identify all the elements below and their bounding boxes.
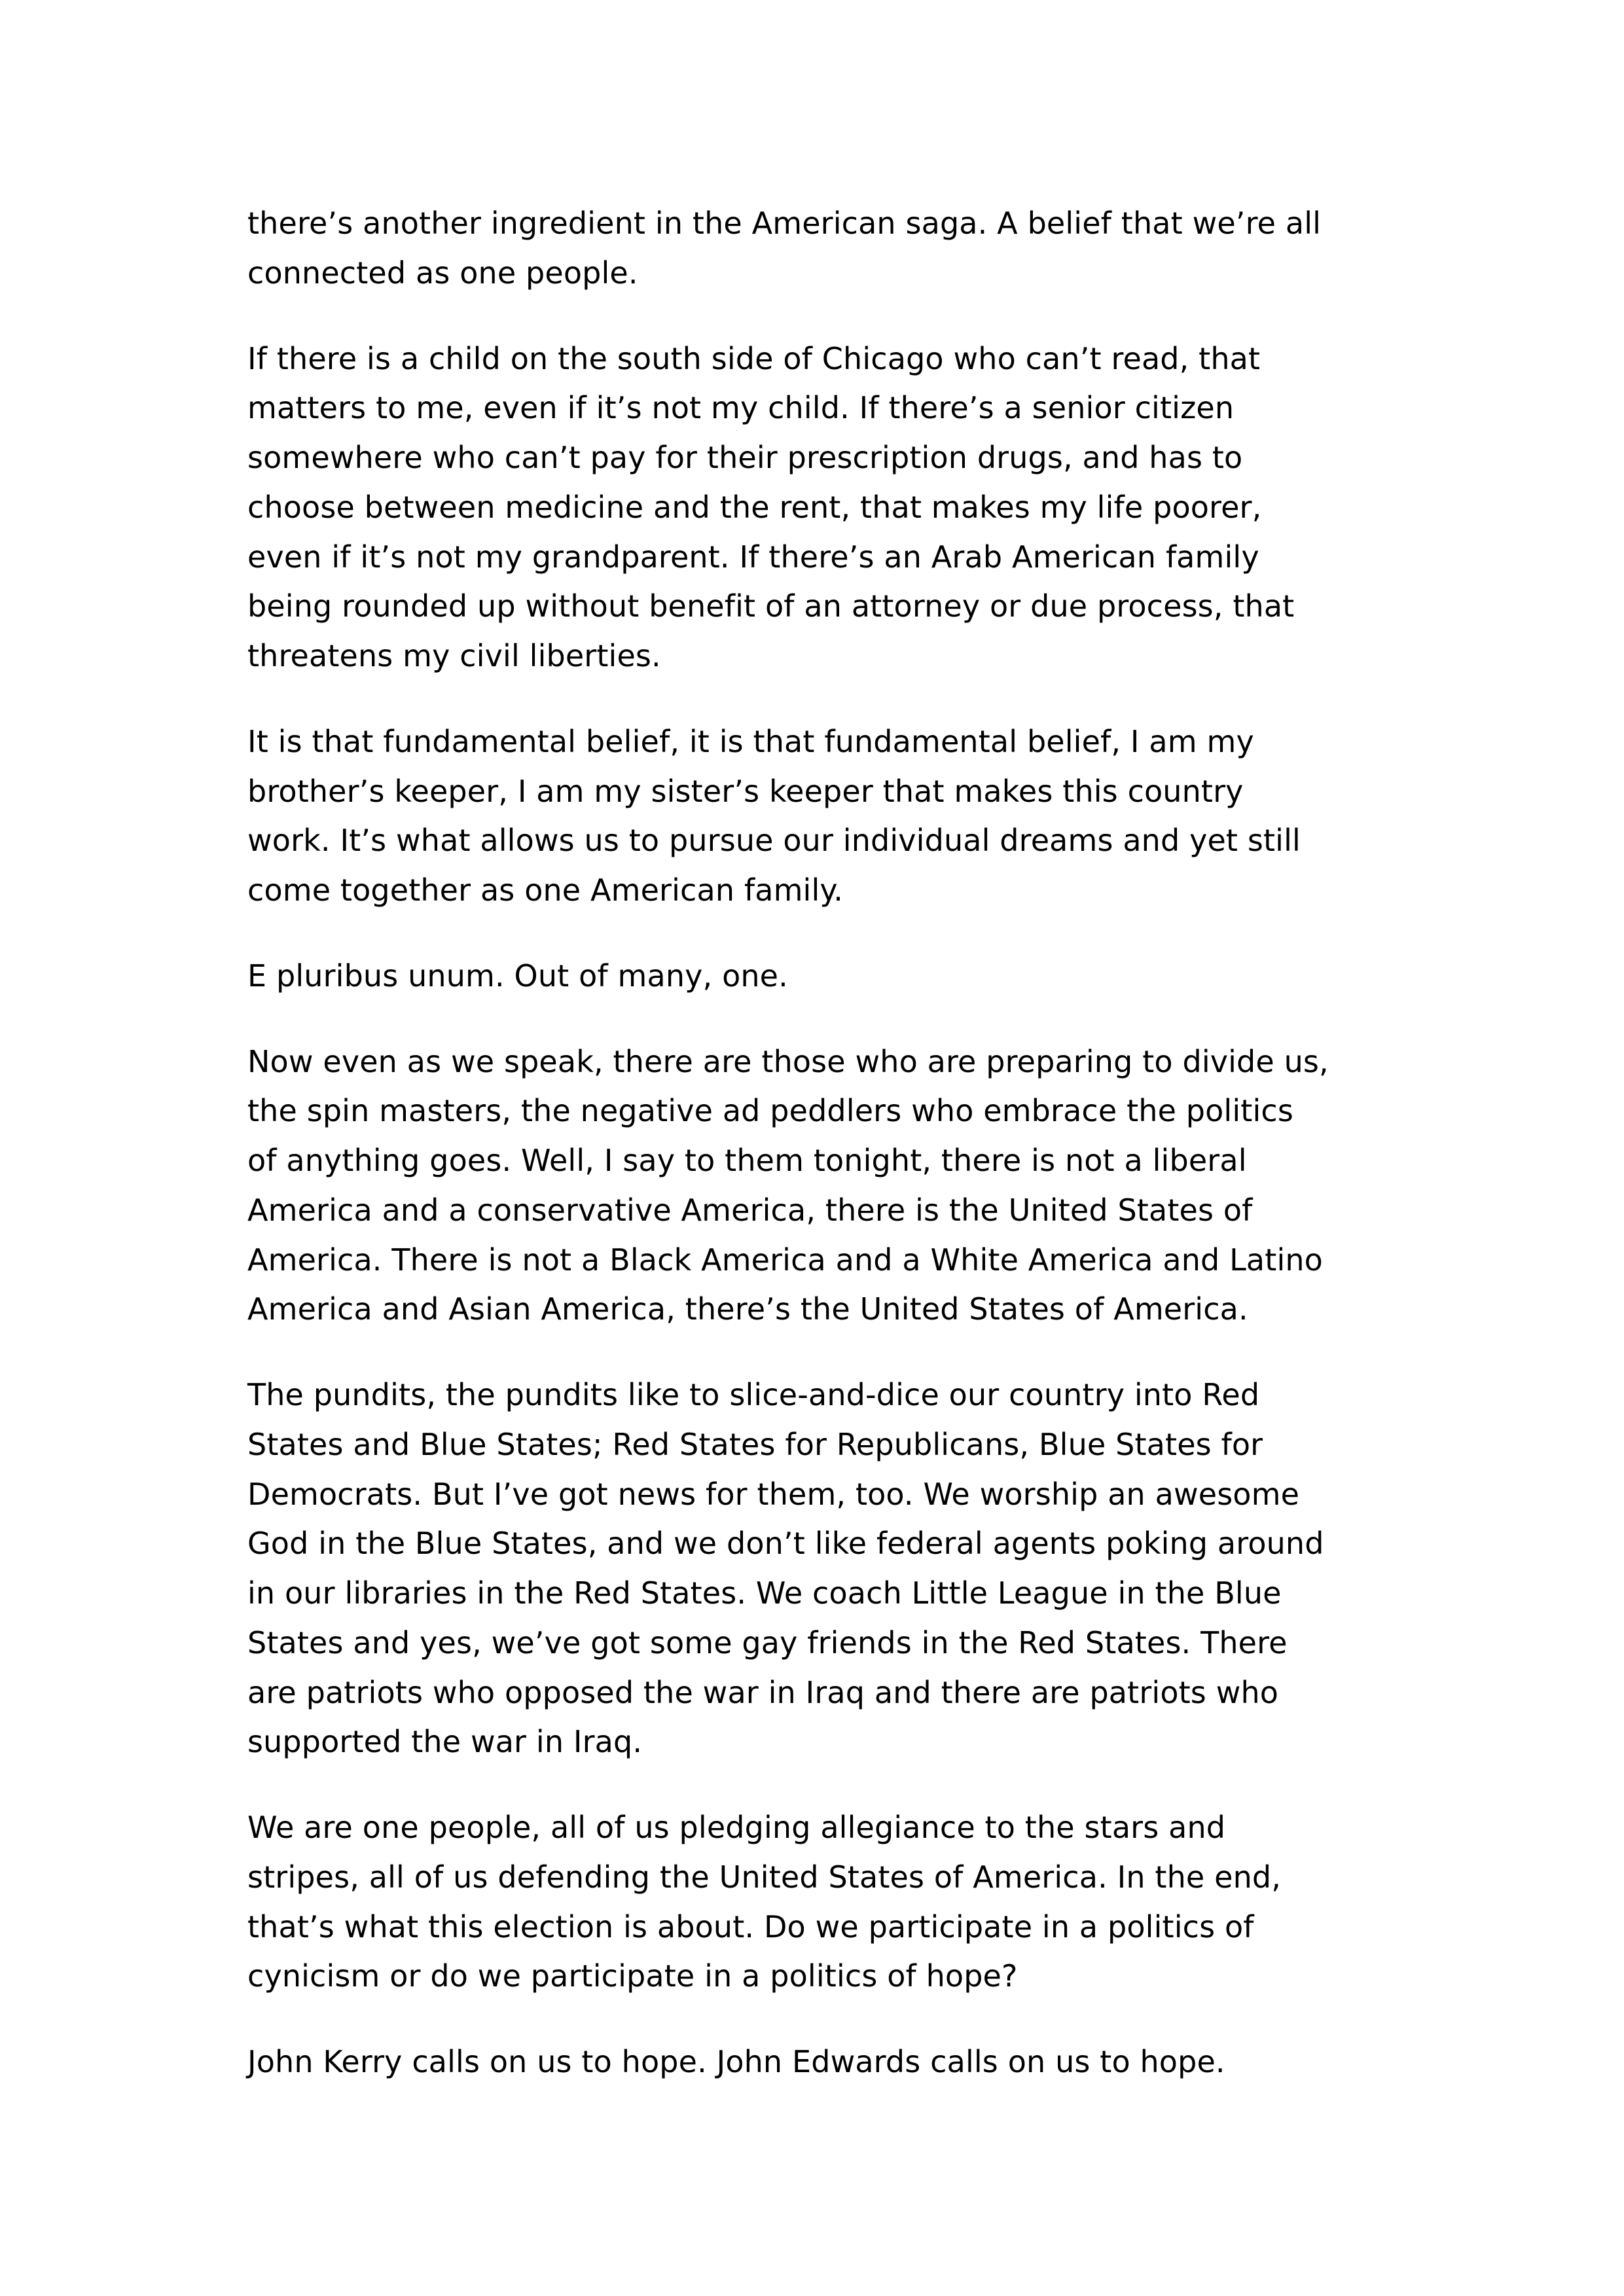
text-line: supported the war in Iraq. [247,1724,643,1760]
text-line: God in the Blue States, and we don’t like federal agents poking around [247,1526,1324,1562]
paragraph-one-people [247,1803,1426,2001]
text-line: America and a conservative America, there is the United States of [247,1192,1253,1228]
text-line: being rounded up without benefit of an attorney or due process, that [247,588,1295,624]
text-line: of anything goes. Well, I say to them tonight, there is not a liberal [247,1143,1247,1178]
document-body [247,199,1426,2123]
text-line: even if it’s not my grandparent. If there’s an Arab American family [247,539,1259,575]
text-line: States and yes, we’ve got some gay friends in the Red States. There [247,1624,1288,1660]
text-line: America and Asian America, there’s the United States of America. [247,1291,1248,1327]
text-line: Now even as we speak, there are those who are preparing to divide us, [247,1043,1329,1079]
text-line: choose between medicine and the rent, that makes my life poorer, [247,489,1262,525]
text-line: Democrats. But I’ve got news for them, too. We worship an awesome [247,1476,1300,1512]
text-line: States and Blue States; Red States for Republicans, Blue States for [247,1426,1263,1462]
text-line: E pluribus unum. Out of many, one. [247,958,788,994]
text-line: brother’s keeper, I am my sister’s keeper that makes this country [247,773,1244,809]
text-line: If there is a child on the south side of Chicago who can’t read, that [247,340,1261,376]
text-line: John Kerry calls on us to hope. John Edwards calls on us to hope. [247,2044,1225,2079]
text-line: connected as one people. [247,255,638,291]
text-line: We are one people, all of us pledging allegiance to the stars and [247,1810,1226,1845]
text-line: threatens my civil liberties. [247,638,661,673]
text-line: in our libraries in the Red States. We coach Little League in the Blue [247,1575,1282,1611]
text-line: stripes, all of us defending the United States of America. In the end, [247,1859,1281,1895]
text-line: cynicism or do we participate in a politics of hope? [247,1958,1018,1994]
paragraph-calls-to-hope [247,2037,1426,2087]
text-line: America. There is not a Black America and a White America and Latino [247,1242,1323,1278]
text-line: are patriots who opposed the war in Iraq and there are patriots who [247,1674,1279,1710]
text-line: It is that fundamental belief, it is that fundamental belief, I am my [247,723,1254,759]
text-line: the spin masters, the negative ad peddlers who embrace the politics [247,1093,1293,1129]
paragraph-divide-us [247,1037,1426,1335]
text-line: that’s what this election is about. Do we participate in a politics of [247,1909,1254,1945]
paragraph-red-blue-states [247,1371,1426,1767]
paragraph-fundamental-belief [247,717,1426,916]
paragraph-e-pluribus-unum [247,952,1426,1001]
text-line: The pundits, the pundits like to slice-and-dice our country into Red [247,1377,1260,1412]
paragraph-child-chicago [247,334,1426,681]
paragraph-american-saga [247,199,1426,298]
text-line: work. It’s what allows us to pursue our individual dreams and yet still [247,823,1301,859]
text-line: matters to me, even if it’s not my child. If there’s a senior citizen [247,390,1235,426]
text-line: come together as one American family. [247,872,843,908]
text-line: somewhere who can’t pay for their prescription drugs, and has to [247,440,1243,475]
text-line: there’s another ingredient in the American saga. A belief that we’re all [247,206,1322,241]
